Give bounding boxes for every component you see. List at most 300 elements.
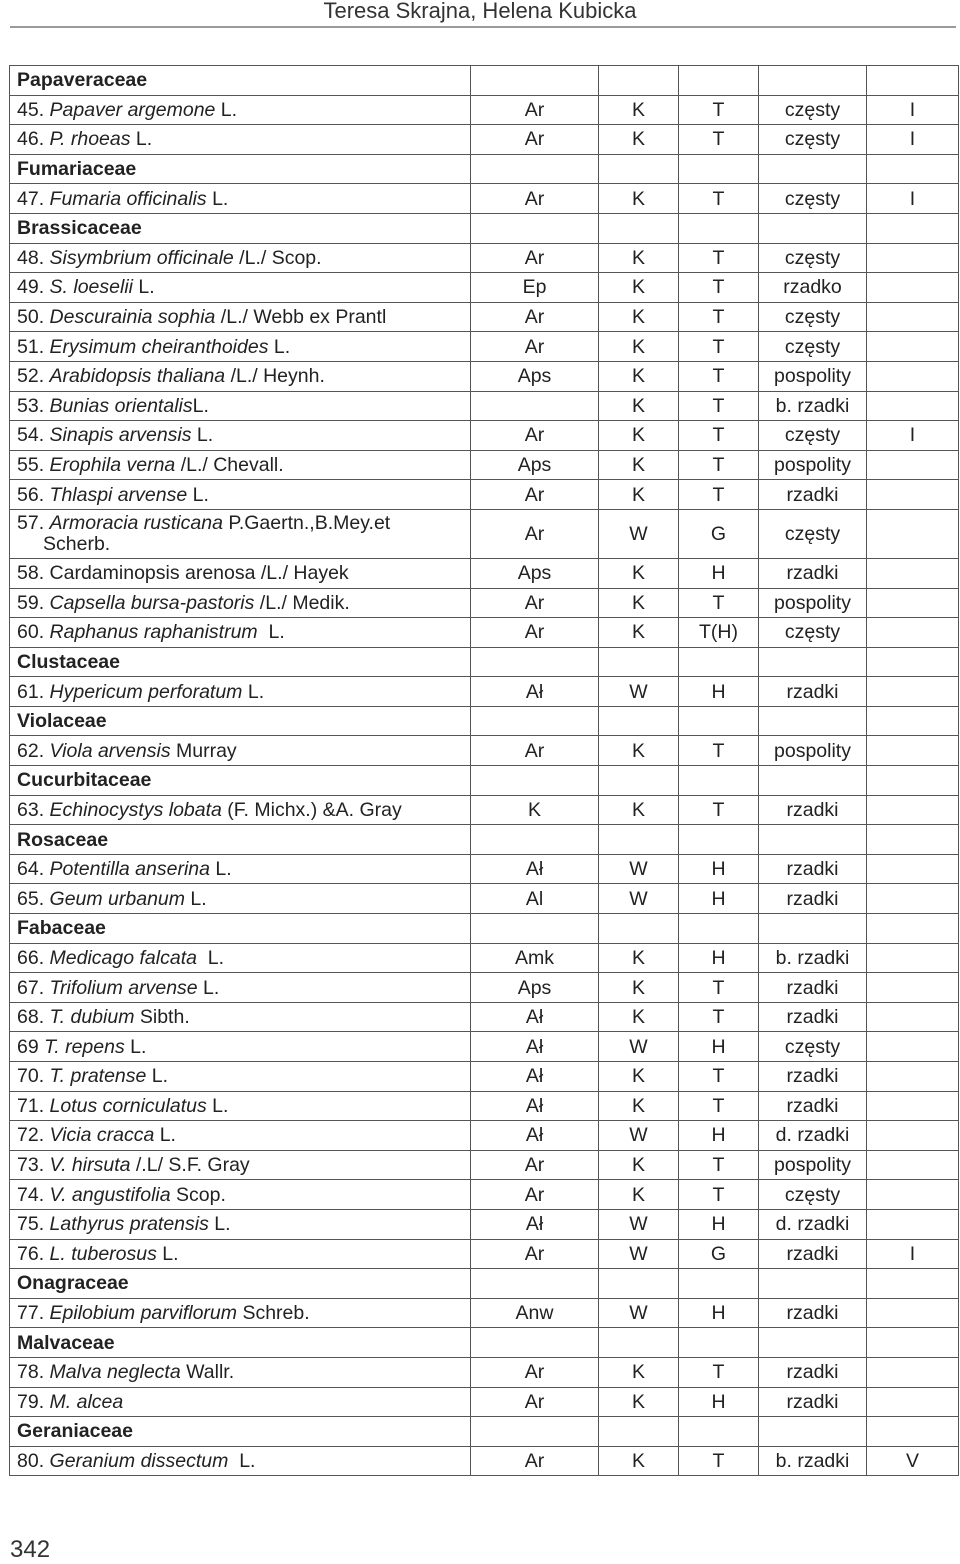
species-latin-name: Armoracia rusticana <box>49 511 223 534</box>
frequency-cell: częsty <box>759 332 867 362</box>
frequency-cell: rzadki <box>759 677 867 707</box>
species-latin-name: Capsella bursa-pastoris <box>49 591 255 614</box>
species-author: Schreb. <box>237 1302 310 1325</box>
species-latin-name: Malva neglecta <box>49 1361 181 1384</box>
empty-cell <box>867 1269 959 1299</box>
category-cell: V <box>867 1446 959 1476</box>
species-row <box>10 973 959 1003</box>
life-form-cell: H <box>679 1032 759 1062</box>
empty-cell <box>759 647 867 677</box>
species-latin-name: Echinocystys lobata <box>49 798 222 821</box>
empty-cell <box>599 154 679 184</box>
species-row <box>10 421 959 451</box>
habitat-cell: W <box>599 1032 679 1062</box>
origin-cell: Ar <box>471 1150 599 1180</box>
species-cell <box>10 1387 471 1417</box>
origin-cell: Ar <box>471 125 599 155</box>
life-form-cell: T <box>679 1002 759 1032</box>
species-row <box>10 302 959 332</box>
life-form-cell: H <box>679 1209 759 1239</box>
empty-cell <box>867 647 959 677</box>
frequency-cell: częsty <box>759 302 867 332</box>
life-form-cell: T <box>679 273 759 303</box>
species-cell <box>10 1298 471 1328</box>
family-row <box>10 647 959 677</box>
life-form-cell: T <box>679 588 759 618</box>
category-cell <box>867 854 959 884</box>
life-form-cell: H <box>679 1298 759 1328</box>
origin-cell: Ał <box>471 1032 599 1062</box>
species-author: /L./ Webb ex Prantl <box>215 306 387 329</box>
species-author: /L./ Heynh. <box>225 365 325 388</box>
frequency-cell: b. rzadki <box>759 1446 867 1476</box>
origin-cell: Ar <box>471 95 599 125</box>
species-author: L. <box>196 946 225 969</box>
frequency-cell: rzadki <box>759 558 867 588</box>
species-author: L. <box>206 1094 229 1117</box>
species-latin-name: Sisymbrium officinale <box>49 246 234 269</box>
habitat-cell: W <box>599 1209 679 1239</box>
species-row <box>10 1357 959 1387</box>
species-author: L. <box>133 276 155 299</box>
family-name: Papaveraceae <box>10 66 471 96</box>
empty-cell <box>471 825 599 855</box>
species-author: L. <box>197 976 220 999</box>
life-form-cell: T <box>679 95 759 125</box>
empty-cell <box>867 706 959 736</box>
species-number: 59. <box>17 591 45 614</box>
frequency-cell: rzadki <box>759 480 867 510</box>
species-number: 47. <box>17 187 45 210</box>
category-cell <box>867 1150 959 1180</box>
life-form-cell: H <box>679 558 759 588</box>
species-number: 73. <box>17 1154 45 1177</box>
frequency-cell: częsty <box>759 125 867 155</box>
habitat-cell: K <box>599 95 679 125</box>
species-cell <box>10 1209 471 1239</box>
empty-cell <box>759 66 867 96</box>
habitat-cell: K <box>599 273 679 303</box>
habitat-cell: K <box>599 618 679 648</box>
species-number: 53. <box>17 394 45 417</box>
species-number: 60. <box>17 621 45 644</box>
species-row <box>10 677 959 707</box>
life-form-cell: H <box>679 1121 759 1151</box>
family-row <box>10 914 959 944</box>
species-number: 74. <box>17 1183 45 1206</box>
species-row <box>10 332 959 362</box>
empty-cell <box>679 154 759 184</box>
life-form-cell: H <box>679 854 759 884</box>
habitat-cell: W <box>599 677 679 707</box>
empty-cell <box>471 66 599 96</box>
species-latin-name: T. dubium <box>49 1006 135 1029</box>
frequency-cell: rzadki <box>759 884 867 914</box>
frequency-cell: d. rzadki <box>759 1121 867 1151</box>
species-row <box>10 1446 959 1476</box>
species-number: 79. <box>17 1390 45 1413</box>
category-cell <box>867 273 959 303</box>
species-number: 50. <box>17 306 45 329</box>
category-cell <box>867 1357 959 1387</box>
habitat-cell: K <box>599 1180 679 1210</box>
family-name: Brassicaceae <box>10 213 471 243</box>
frequency-cell: rzadki <box>759 1062 867 1092</box>
origin-cell: Ar <box>471 302 599 332</box>
header-rule <box>10 26 956 28</box>
category-cell <box>867 1091 959 1121</box>
species-author-continued: Scherb. <box>43 532 111 555</box>
species-number: 52. <box>17 365 45 388</box>
habitat-cell: W <box>599 509 679 558</box>
species-author: /L./ Scop. <box>233 246 322 269</box>
life-form-cell: H <box>679 1387 759 1417</box>
empty-cell <box>759 154 867 184</box>
habitat-cell: K <box>599 125 679 155</box>
species-author: Cardaminopsis arenosa /L./ Hayek <box>49 562 349 585</box>
species-latin-name: T. pratense <box>49 1065 147 1088</box>
species-latin-name: Papaver argemone <box>49 98 216 121</box>
empty-cell <box>599 766 679 796</box>
family-name: Geraniaceae <box>10 1417 471 1447</box>
empty-cell <box>599 825 679 855</box>
empty-cell <box>759 1269 867 1299</box>
species-row <box>10 391 959 421</box>
species-latin-name: M. alcea <box>49 1390 124 1413</box>
origin-cell: Anw <box>471 1298 599 1328</box>
species-cell <box>10 361 471 391</box>
empty-cell <box>599 1328 679 1358</box>
frequency-cell: rzadki <box>759 1357 867 1387</box>
species-cell <box>10 95 471 125</box>
empty-cell <box>471 1328 599 1358</box>
frequency-cell: częsty <box>759 1180 867 1210</box>
origin-cell: Ep <box>471 273 599 303</box>
habitat-cell: K <box>599 480 679 510</box>
family-name: Onagraceae <box>10 1269 471 1299</box>
category-cell <box>867 1298 959 1328</box>
species-cell <box>10 795 471 825</box>
life-form-cell: T <box>679 125 759 155</box>
life-form-cell: T <box>679 1357 759 1387</box>
species-row <box>10 184 959 214</box>
life-form-cell: T <box>679 1091 759 1121</box>
category-cell <box>867 509 959 558</box>
species-number: 67. <box>17 976 45 999</box>
family-row <box>10 1417 959 1447</box>
family-name: Violaceae <box>10 706 471 736</box>
species-latin-name: Lathyrus pratensis <box>49 1213 209 1236</box>
frequency-cell: rzadki <box>759 1002 867 1032</box>
species-number: 70. <box>17 1065 45 1088</box>
family-name: Clustaceae <box>10 647 471 677</box>
species-latin-name: Fumaria officinalis <box>49 187 207 210</box>
species-cell <box>10 1062 471 1092</box>
species-number: 80. <box>17 1450 45 1473</box>
category-cell <box>867 1387 959 1417</box>
species-author: L. <box>228 1450 256 1473</box>
species-latin-name: Potentilla anserina <box>49 858 210 881</box>
empty-cell <box>679 825 759 855</box>
habitat-cell: K <box>599 361 679 391</box>
empty-cell <box>867 825 959 855</box>
life-form-cell: H <box>679 943 759 973</box>
species-row <box>10 1121 959 1151</box>
category-cell <box>867 736 959 766</box>
category-cell <box>867 1121 959 1151</box>
species-cell <box>10 1121 471 1151</box>
frequency-cell: d. rzadki <box>759 1209 867 1239</box>
species-row <box>10 480 959 510</box>
species-row <box>10 509 959 558</box>
family-row <box>10 154 959 184</box>
origin-cell: Ar <box>471 618 599 648</box>
origin-cell: Al <box>471 884 599 914</box>
species-author: L. <box>124 1035 147 1058</box>
species-cell <box>10 509 471 558</box>
species-row <box>10 1032 959 1062</box>
species-number: 75. <box>17 1213 45 1236</box>
species-latin-name: Erophila verna <box>49 454 176 477</box>
species-cell <box>10 1446 471 1476</box>
habitat-cell: K <box>599 1091 679 1121</box>
species-author: (F. Michx.) &A. Gray <box>221 798 402 821</box>
empty-cell <box>471 706 599 736</box>
habitat-cell: W <box>599 1298 679 1328</box>
category-cell <box>867 1209 959 1239</box>
frequency-cell: częsty <box>759 95 867 125</box>
species-row <box>10 943 959 973</box>
species-row <box>10 361 959 391</box>
species-author: L. <box>209 858 232 881</box>
habitat-cell: K <box>599 1357 679 1387</box>
species-number: 49. <box>17 276 45 299</box>
habitat-cell: K <box>599 588 679 618</box>
species-number: 76. <box>17 1242 45 1265</box>
category-cell: I <box>867 184 959 214</box>
species-latin-name: Epilobium parviflorum <box>49 1302 238 1325</box>
habitat-cell: K <box>599 391 679 421</box>
life-form-cell: T <box>679 243 759 273</box>
origin-cell: Ar <box>471 1239 599 1269</box>
life-form-cell: H <box>679 677 759 707</box>
species-number: 65. <box>17 887 45 910</box>
empty-cell <box>471 914 599 944</box>
empty-cell <box>867 766 959 796</box>
empty-cell <box>867 1328 959 1358</box>
life-form-cell: T <box>679 361 759 391</box>
frequency-cell: pospolity <box>759 1150 867 1180</box>
habitat-cell: K <box>599 736 679 766</box>
species-table-body <box>10 66 959 1476</box>
species-latin-name: Hypericum perforatum <box>49 680 243 703</box>
frequency-cell: rzadki <box>759 854 867 884</box>
category-cell <box>867 361 959 391</box>
empty-cell <box>599 66 679 96</box>
species-cell <box>10 1032 471 1062</box>
species-number: 45. <box>17 98 45 121</box>
life-form-cell: G <box>679 509 759 558</box>
origin-cell: Ał <box>471 1062 599 1092</box>
habitat-cell: K <box>599 1150 679 1180</box>
species-row <box>10 736 959 766</box>
species-number: 56. <box>17 483 45 506</box>
species-number: 51. <box>17 335 45 358</box>
frequency-cell: częsty <box>759 1032 867 1062</box>
species-latin-name: Geum urbanum <box>49 887 186 910</box>
family-name: Fumariaceae <box>10 154 471 184</box>
species-author: L. <box>268 335 291 358</box>
running-head: Teresa Skrajna, Helena Kubicka <box>323 0 637 23</box>
species-row <box>10 125 959 155</box>
life-form-cell: T <box>679 1180 759 1210</box>
habitat-cell: K <box>599 184 679 214</box>
category-cell <box>867 1002 959 1032</box>
origin-cell: Ar <box>471 243 599 273</box>
empty-cell <box>599 706 679 736</box>
frequency-cell: rzadki <box>759 1298 867 1328</box>
species-latin-name: Vicia cracca <box>49 1124 155 1147</box>
origin-cell <box>471 391 599 421</box>
category-cell <box>867 243 959 273</box>
life-form-cell: H <box>679 884 759 914</box>
species-row <box>10 618 959 648</box>
category-cell <box>867 558 959 588</box>
origin-cell: K <box>471 795 599 825</box>
species-row <box>10 1062 959 1092</box>
species-number: 57. <box>17 511 45 534</box>
habitat-cell: K <box>599 450 679 480</box>
species-cell <box>10 558 471 588</box>
empty-cell <box>679 1417 759 1447</box>
species-author: L. <box>215 98 238 121</box>
origin-cell: Amk <box>471 943 599 973</box>
frequency-cell: rzadki <box>759 1091 867 1121</box>
species-row <box>10 854 959 884</box>
species-cell <box>10 677 471 707</box>
origin-cell: Ar <box>471 332 599 362</box>
family-name: Malvaceae <box>10 1328 471 1358</box>
origin-cell: Ar <box>471 736 599 766</box>
origin-cell: Ar <box>471 480 599 510</box>
empty-cell <box>679 66 759 96</box>
empty-cell <box>759 1417 867 1447</box>
empty-cell <box>599 1417 679 1447</box>
species-latin-name: Sinapis arvensis <box>49 424 192 447</box>
empty-cell <box>867 66 959 96</box>
family-name: Fabaceae <box>10 914 471 944</box>
empty-cell <box>471 647 599 677</box>
species-cell <box>10 736 471 766</box>
species-table <box>9 65 959 1476</box>
habitat-cell: K <box>599 1446 679 1476</box>
species-latin-name: Thlaspi arvense <box>49 483 188 506</box>
life-form-cell: T <box>679 480 759 510</box>
species-row <box>10 1091 959 1121</box>
species-number: 48. <box>17 246 45 269</box>
frequency-cell: pospolity <box>759 361 867 391</box>
category-cell <box>867 943 959 973</box>
species-cell <box>10 184 471 214</box>
life-form-cell: T <box>679 1062 759 1092</box>
frequency-cell: częsty <box>759 421 867 451</box>
species-row <box>10 1209 959 1239</box>
species-author: Scop. <box>170 1183 226 1206</box>
empty-cell <box>679 914 759 944</box>
empty-cell <box>759 825 867 855</box>
empty-cell <box>599 213 679 243</box>
species-cell <box>10 1091 471 1121</box>
page-number: 342 <box>10 1536 51 1563</box>
species-author: L. <box>257 621 285 644</box>
species-author: P.Gaertn.,B.Mey.et <box>222 511 391 534</box>
species-author: L. <box>185 887 207 910</box>
life-form-cell: T <box>679 302 759 332</box>
species-author: L. <box>206 187 229 210</box>
species-number: 78. <box>17 1361 45 1384</box>
family-row <box>10 66 959 96</box>
species-latin-name: Viola arvensis <box>49 739 171 762</box>
species-latin-name: S. loeselii <box>49 276 133 299</box>
species-author: Murray <box>170 739 237 762</box>
species-author: L. <box>242 680 265 703</box>
origin-cell: Ar <box>471 1357 599 1387</box>
category-cell: I <box>867 1239 959 1269</box>
life-form-cell: T <box>679 1150 759 1180</box>
origin-cell: Ar <box>471 184 599 214</box>
origin-cell: Ar <box>471 1180 599 1210</box>
habitat-cell: K <box>599 1062 679 1092</box>
empty-cell <box>679 647 759 677</box>
species-author: L. <box>146 1065 169 1088</box>
species-row <box>10 884 959 914</box>
habitat-cell: K <box>599 332 679 362</box>
species-cell <box>10 243 471 273</box>
species-author: Wallr. <box>180 1361 235 1384</box>
frequency-cell: pospolity <box>759 588 867 618</box>
empty-cell <box>759 213 867 243</box>
species-cell <box>10 1357 471 1387</box>
habitat-cell: K <box>599 795 679 825</box>
species-number: 72. <box>17 1124 45 1147</box>
species-latin-name: T. repens <box>44 1035 125 1058</box>
category-cell <box>867 1180 959 1210</box>
empty-cell <box>759 706 867 736</box>
species-cell <box>10 450 471 480</box>
frequency-cell: pospolity <box>759 450 867 480</box>
category-cell <box>867 588 959 618</box>
species-latin-name: Raphanus raphanistrum <box>49 621 258 644</box>
life-form-cell: T(H) <box>679 618 759 648</box>
family-row <box>10 213 959 243</box>
frequency-cell: rzadki <box>759 1239 867 1269</box>
empty-cell <box>471 1417 599 1447</box>
origin-cell: Ar <box>471 588 599 618</box>
species-cell <box>10 943 471 973</box>
species-cell <box>10 1002 471 1032</box>
species-latin-name: V. angustifolia <box>49 1183 171 1206</box>
species-row <box>10 1180 959 1210</box>
habitat-cell: W <box>599 1121 679 1151</box>
origin-cell: Ar <box>471 1446 599 1476</box>
species-row <box>10 243 959 273</box>
species-latin-name: Erysimum cheiranthoides <box>49 335 269 358</box>
category-cell <box>867 391 959 421</box>
species-cell <box>10 884 471 914</box>
species-row <box>10 95 959 125</box>
species-latin-name: Descurainia sophia <box>49 306 216 329</box>
habitat-cell: K <box>599 1387 679 1417</box>
